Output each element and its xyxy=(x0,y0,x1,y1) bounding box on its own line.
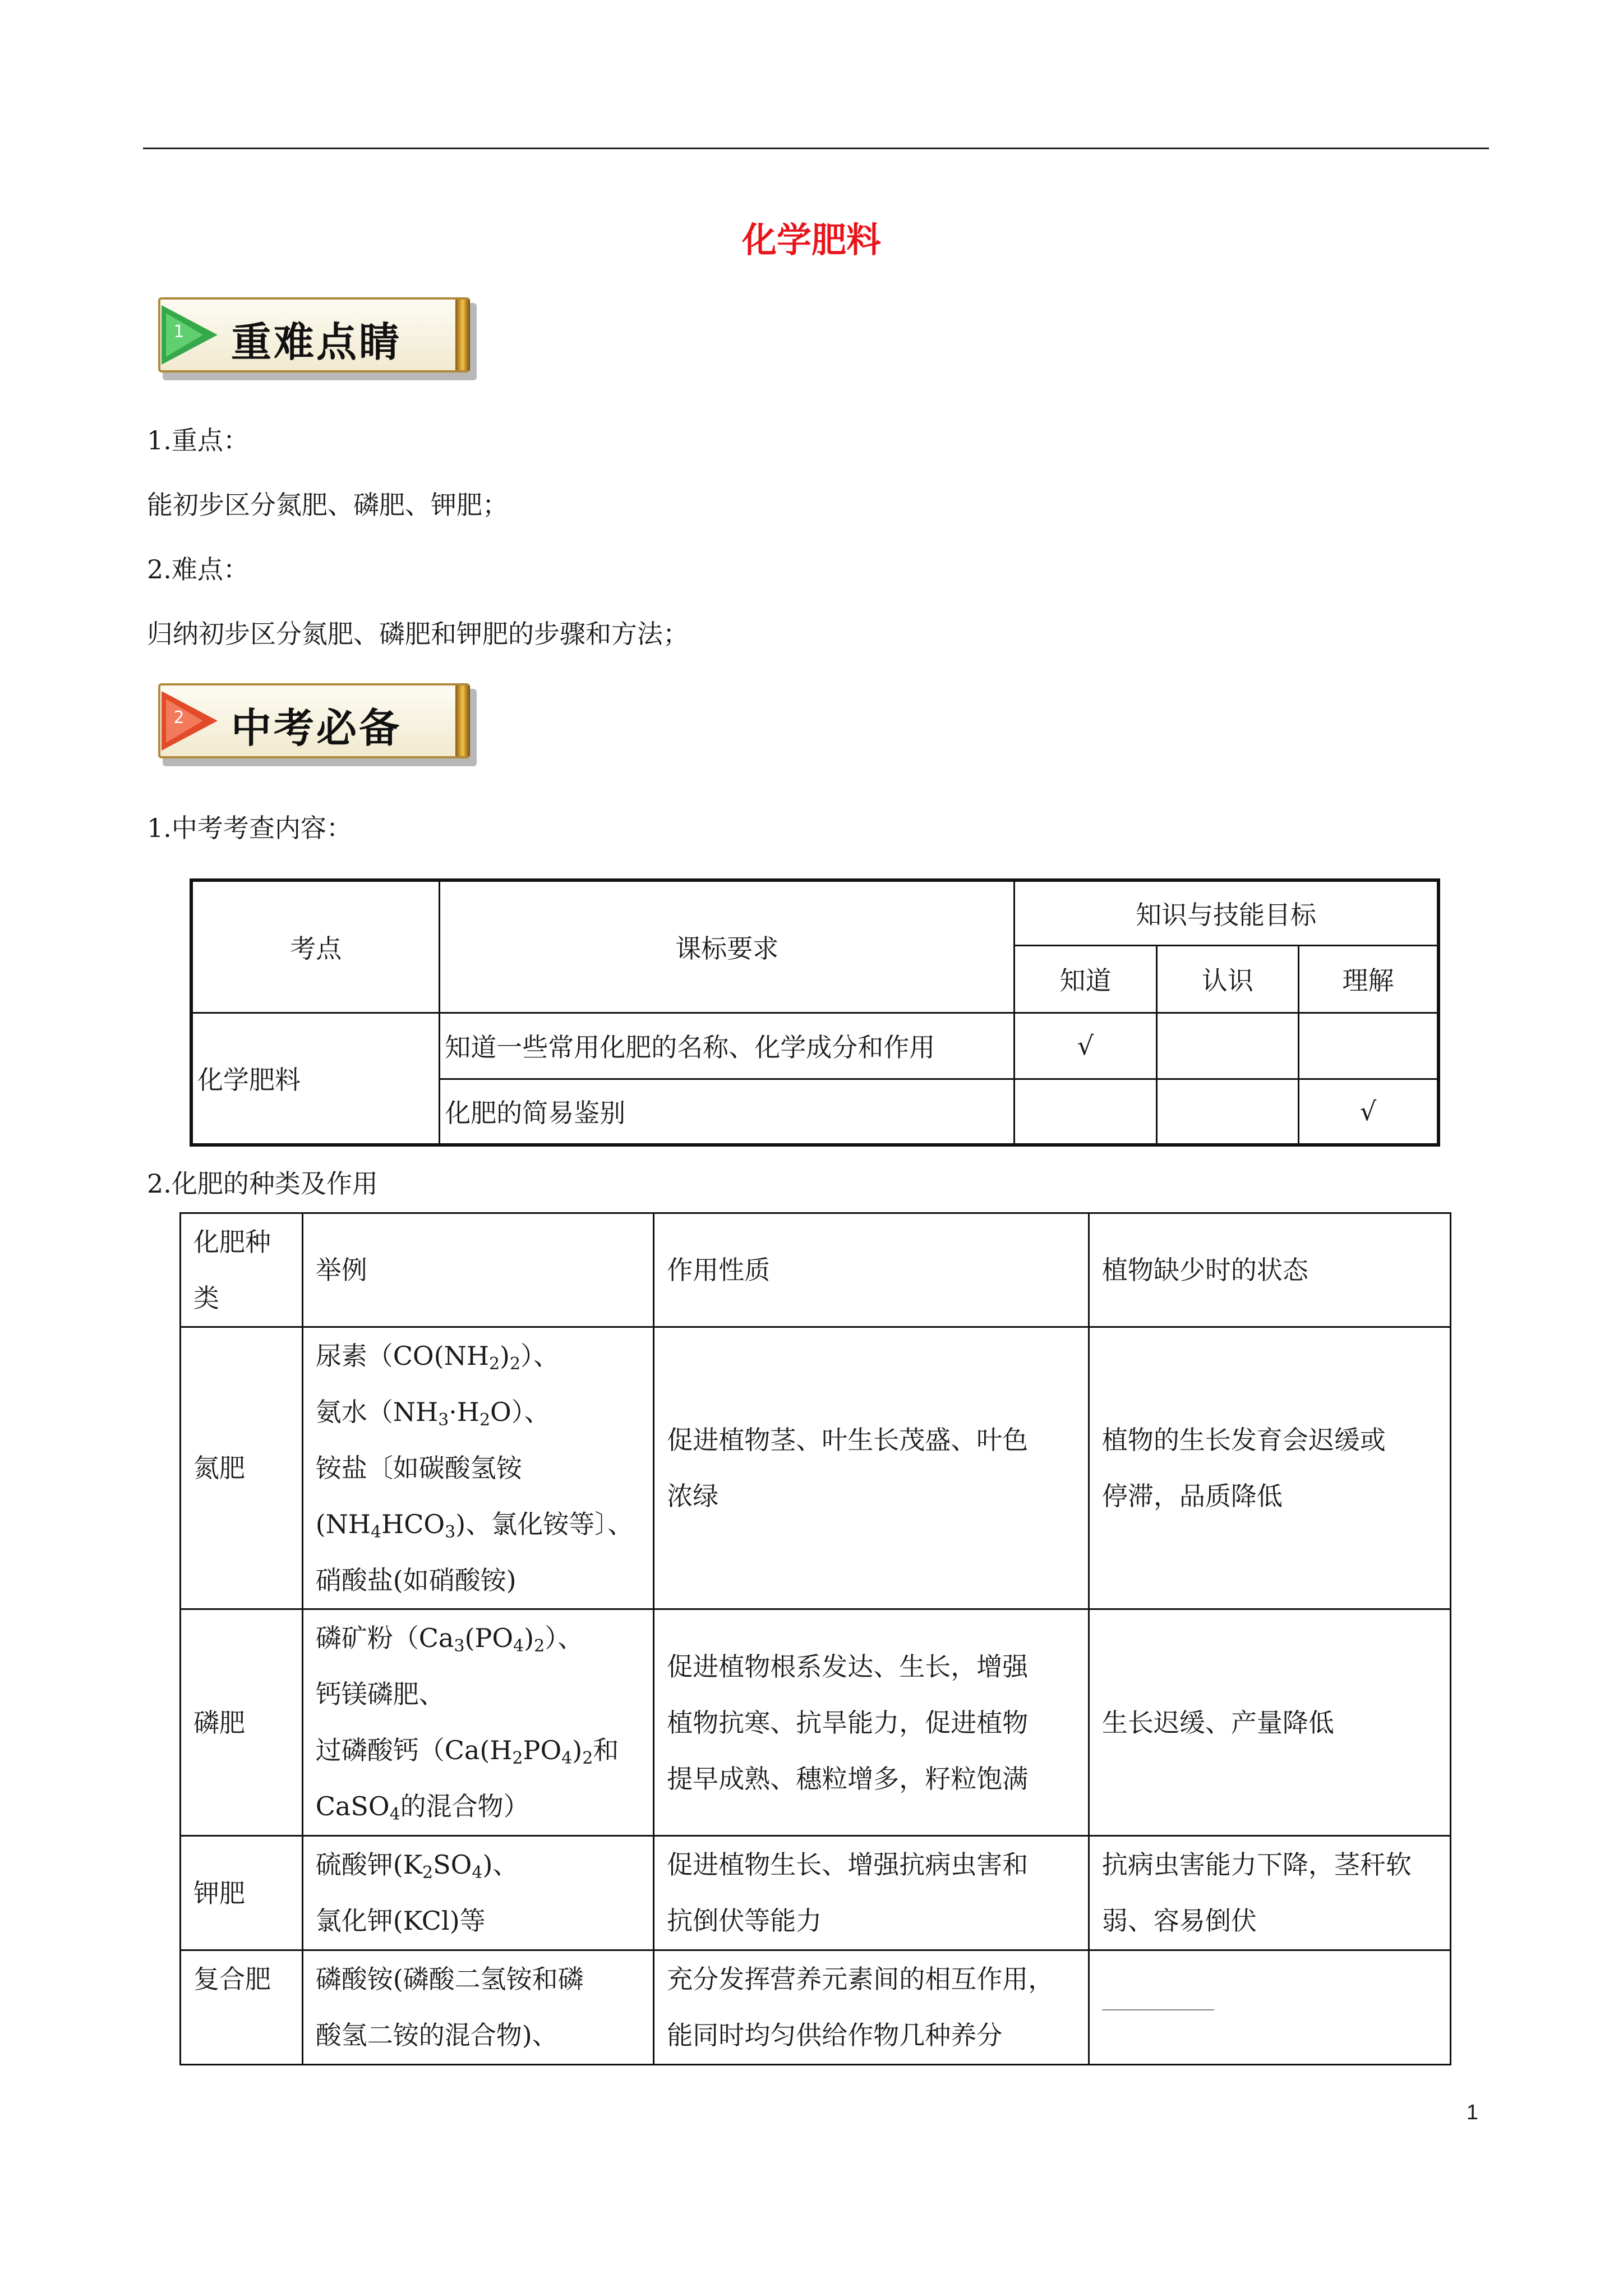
effect-compound: 充分发挥营养元素间的相互作用， 能同时均匀供给作物几种养分 xyxy=(654,1950,1089,2065)
exam-content-heading: 1.中考考查内容： xyxy=(147,813,352,843)
page-title: 化学肥料 xyxy=(741,219,881,260)
type-potassium: 钾肥 xyxy=(181,1836,303,1950)
header-exam-point: 考点 xyxy=(191,880,440,1013)
section-banner-2 xyxy=(158,683,478,767)
type-nitrogen: 氮肥 xyxy=(181,1327,303,1609)
section-label: 中考必备 xyxy=(231,705,402,752)
fertilizer-types-heading: 2.化肥的种类及作用 xyxy=(147,1168,378,1199)
effect-phosphorus: 促进植物根系发达、生长，增强 植物抗寒、抗旱能力，促进植物 提早成熟、穗粒增多，籽粒饱满 xyxy=(654,1609,1089,1836)
deficiency-phosphorus: 生长迟缓、产量降低 xyxy=(1089,1609,1450,1836)
section-banner-1 xyxy=(158,297,478,381)
difficulty-text: 归纳初步区分氮肥、磷肥和钾肥的步骤和方法； xyxy=(147,619,689,649)
header-rule xyxy=(143,148,1489,149)
empty-dash xyxy=(1102,2009,1214,2010)
effect-nitrogen: 促进植物茎、叶生长茂盛、叶色 浓绿 xyxy=(654,1327,1089,1609)
examples-phosphorus: 磷矿粉$(Ca_3(PO_4)_2)$、 钙镁磷肥、 过磷酸钙（$Ca(H_2PO_4)_2$和 CaSO$_4$的混合物） xyxy=(302,1609,653,1836)
examples-nitrogen: 尿素$(CO(NH_2)_2)$、 氨水$(NH_3\cdot H_2O)$、 铵盐〔如碳酸氢铵 $(NH_4HCO_3)$、氯化铵等〕、 硝酸盐(如硝酸铵) xyxy=(302,1327,653,1609)
effect-potassium: 促进植物生长、增强抗病虫害和 抗倒伏等能力 xyxy=(654,1836,1089,1950)
section-number: 2 xyxy=(173,708,185,728)
page-number: 1 xyxy=(1466,2101,1478,2124)
key-point-heading: 1.重点： xyxy=(147,425,249,455)
arrow-icon xyxy=(162,691,218,751)
examples-potassium: 硫酸钾$(K_2SO_4)$、 氯化钾(KCl)等 xyxy=(302,1836,653,1950)
header-goal: 知识与技能目标 xyxy=(1015,880,1438,945)
examples-compound: 磷酸铵(磷酸二氢铵和磷 酸氢二铵的混合物)、 xyxy=(302,1950,653,2065)
table-row xyxy=(181,1609,1451,1836)
section-number: 1 xyxy=(173,322,185,342)
header-effect: 作用性质 xyxy=(654,1213,1089,1327)
deficiency-nitrogen: 植物的生长发育会迟缓或 停滞，品质降低 xyxy=(1089,1327,1450,1609)
exam-requirements-table xyxy=(190,878,1440,1147)
check-mark: √ xyxy=(1299,1079,1438,1145)
header-understand: 理解 xyxy=(1299,945,1438,1013)
table-row xyxy=(181,1950,1451,2065)
cell-requirement-2: 化肥的简易鉴别 xyxy=(440,1079,1015,1145)
header-type: 化肥种 类 xyxy=(181,1213,303,1327)
header-know: 知道 xyxy=(1015,945,1156,1013)
type-compound: 复合肥 xyxy=(181,1950,303,2065)
check-mark: √ xyxy=(1015,1013,1156,1079)
section-label: 重难点睛 xyxy=(231,319,402,366)
header-requirement: 课标要求 xyxy=(440,880,1015,1013)
type-phosphorus: 磷肥 xyxy=(181,1609,303,1836)
cell-exam-point: 化学肥料 xyxy=(191,1013,440,1145)
arrow-icon xyxy=(162,305,218,365)
key-point-text: 能初步区分氮肥、磷肥、钾肥； xyxy=(147,490,508,520)
cell-requirement-1: 知道一些常用化肥的名称、化学成分和作用 xyxy=(440,1013,1015,1079)
table-row xyxy=(181,1836,1451,1950)
fertilizer-table xyxy=(179,1212,1451,2065)
table-row xyxy=(181,1327,1451,1609)
header-deficiency: 植物缺少时的状态 xyxy=(1089,1213,1450,1327)
header-recognize: 认识 xyxy=(1156,945,1298,1013)
header-example: 举例 xyxy=(302,1213,653,1327)
difficulty-heading: 2.难点： xyxy=(147,554,249,585)
deficiency-potassium: 抗病虫害能力下降，茎秆软 弱、容易倒伏 xyxy=(1089,1836,1450,1950)
deficiency-compound xyxy=(1089,1950,1450,2065)
